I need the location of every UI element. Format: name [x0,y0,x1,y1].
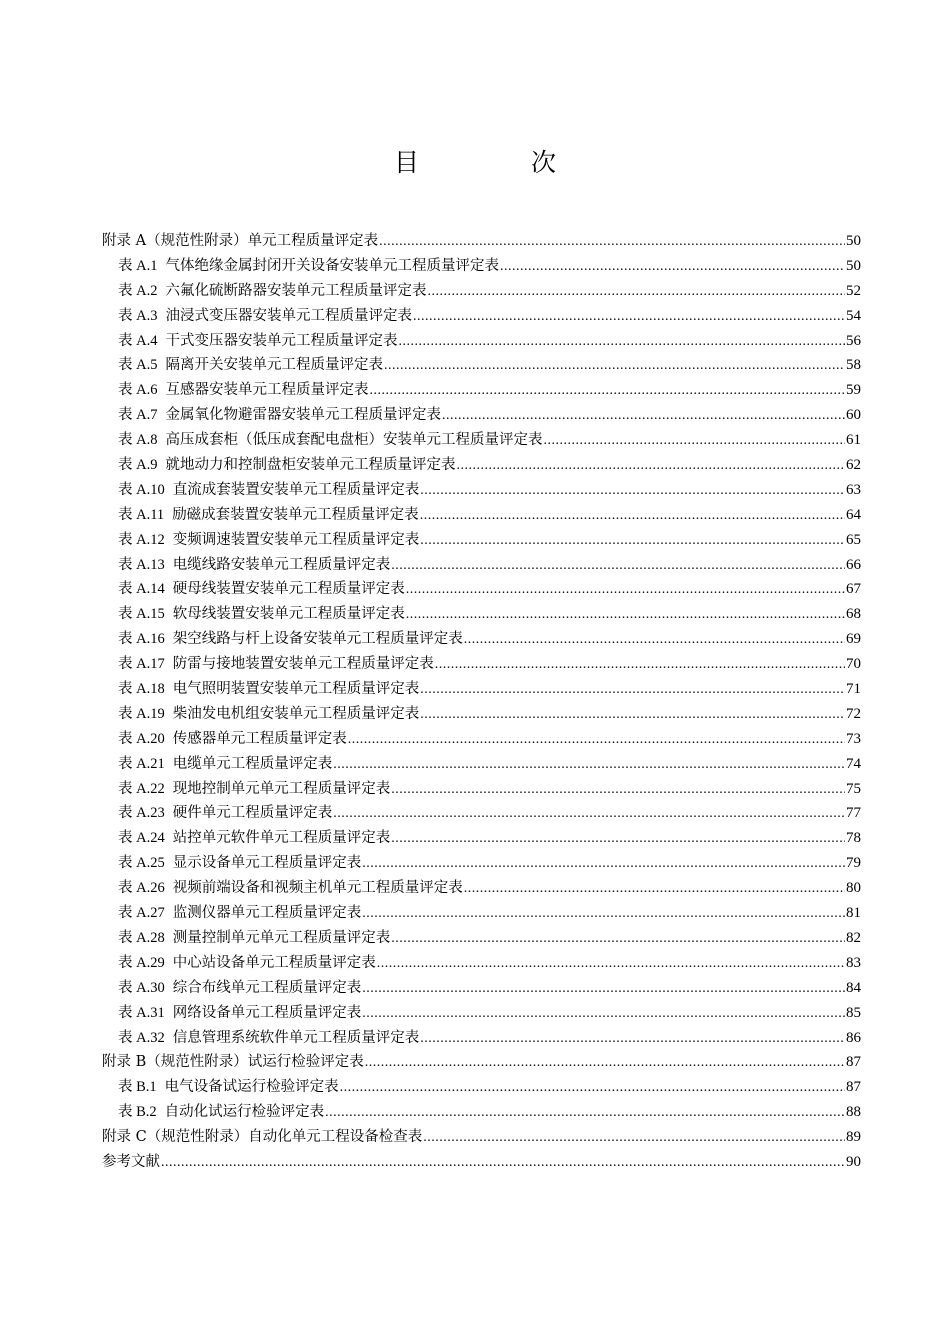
toc-entry-code: 表 A.20 [118,730,165,747]
toc-entry-label [118,677,419,702]
toc-entry-code: 表 A.28 [118,929,165,946]
toc-entry-code: 表 A.14 [118,581,165,598]
toc-entry-label [102,229,378,254]
toc-entry-text: 附录 B（规范性附录）试运行检验评定表 [102,1054,364,1071]
toc-page-number: 87 [846,1054,861,1071]
toc-entry-code: 表 A.5 [118,357,158,374]
toc-entry-code: 表 B.1 [118,1079,157,1096]
toc-entry-appendix[interactable] [102,229,861,254]
toc-page-number: 74 [846,755,861,772]
toc-entry-code: 表 A.4 [118,332,158,349]
toc-dot-leader [362,977,845,1002]
toc-dot-leader [161,1151,845,1176]
toc-entry-table[interactable] [102,1075,861,1100]
toc-dot-leader [427,280,845,305]
toc-entry-text: 显示设备单元工程质量评定表 [172,855,362,872]
toc-entry-table[interactable] [102,876,861,901]
toc-entry-label [118,329,397,354]
toc-entry-label [118,976,361,1001]
toc-page-number: 85 [846,1004,861,1021]
toc-dot-leader [369,379,845,404]
page-title: 目 次 [394,148,608,177]
toc-entry-code: 表 A.16 [118,631,165,648]
toc-entry-label [118,378,368,403]
toc-entry-label [118,826,390,851]
toc-entry-text: 气体绝缘金属封闭开关设备安装单元工程质量评定表 [165,257,499,274]
toc-dot-leader [391,778,845,803]
toc-entry-text: 电气照明装置安装单元工程质量评定表 [172,681,420,698]
toc-page-number: 64 [846,506,861,523]
toc-entry-appendix[interactable] [102,1125,861,1150]
toc-entry-label [118,254,499,279]
toc-entry-table[interactable] [102,1026,861,1051]
toc-dot-leader [377,952,845,977]
toc-entry-label [118,1026,419,1051]
toc-entry-appendix[interactable] [102,1150,861,1175]
toc-entry-table[interactable] [102,577,861,602]
toc-entry-text: 站控单元软件单元工程质量评定表 [172,830,391,847]
toc-entry-label [102,1050,364,1075]
toc-page-number: 87 [846,1079,861,1096]
toc-page-number: 83 [846,954,861,971]
toc-entry-table[interactable] [102,851,861,876]
toc-entry-label [102,1125,422,1150]
toc-dot-leader [391,927,845,952]
toc-entry-label [118,752,332,777]
toc-entry-text: 自动化试运行检验评定表 [164,1104,325,1121]
toc-entry-code: 表 A.27 [118,905,165,922]
toc-entry-table[interactable] [102,976,861,1001]
toc-dot-leader [420,479,845,504]
toc-entry-code: 表 A.6 [118,382,158,399]
toc-page-number: 62 [846,457,861,474]
toc-dot-leader [333,753,845,778]
toc-dot-leader [464,877,845,902]
toc-dot-leader [379,230,845,255]
toc-page-number: 88 [846,1104,861,1121]
toc-page-number: 60 [846,407,861,424]
toc-entry-text: 干式变压器安装单元工程质量评定表 [165,332,398,349]
toc-page-number: 75 [846,780,861,797]
toc-entry-text: 隔离开关安装单元工程质量评定表 [165,357,383,374]
toc-entry-text: 综合布线单元工程质量评定表 [172,979,362,996]
toc-entry-code: 表 A.3 [118,307,158,324]
toc-entry-label [118,951,376,976]
toc-dot-leader [340,1076,845,1101]
toc-entry-text: 电缆线路安装单元工程质量评定表 [172,556,391,573]
toc-entry-code: 表 A.32 [118,1029,165,1046]
toc-entry-text: 监测仪器单元工程质量评定表 [172,905,362,922]
toc-entry-text: 直流成套装置安装单元工程质量评定表 [172,481,420,498]
toc-entry-code: 表 A.17 [118,656,165,673]
toc-entry-text: 网络设备单元工程质量评定表 [172,1004,362,1021]
toc-entry-text: 软母线装置安装单元工程质量评定表 [172,606,405,623]
toc-entry-text: 测量控制单元单元工程质量评定表 [172,929,391,946]
toc-entry-label [118,353,383,378]
toc-entry-code: 表 A.8 [118,432,158,449]
toc-entry-label [118,777,390,802]
toc-entry-table[interactable] [102,553,861,578]
toc-dot-leader [543,429,845,454]
toc-entry-table[interactable] [102,403,861,428]
toc-dot-leader [420,529,845,554]
toc-entry-code: 表 A.23 [118,805,165,822]
toc-entry-code: 表 A.26 [118,880,165,897]
toc-entry-label [118,876,463,901]
toc-entry-table[interactable] [102,702,861,727]
toc-dot-leader [391,554,845,579]
toc-entry-table[interactable] [102,329,861,354]
toc-entry-label [118,727,347,752]
toc-entry-label [118,453,455,478]
toc-entry-table[interactable] [102,503,861,528]
toc-entry-text: 架空线路与杆上设备安装单元工程质量评定表 [172,631,463,648]
toc-page-number: 59 [846,382,861,399]
toc-page-number: 69 [846,631,861,648]
toc-dot-leader [442,404,845,429]
toc-page-number: 65 [846,531,861,548]
toc-page-number: 67 [846,581,861,598]
toc-page-number: 61 [846,432,861,449]
toc-entry-label [118,702,419,727]
toc-entry-label [118,403,441,428]
toc-entry-label [118,279,426,304]
toc-entry-text: 中心站设备单元工程质量评定表 [172,954,376,971]
toc-entry-label [118,627,463,652]
toc-entry-text: 励磁成套装置安装单元工程质量评定表 [172,506,419,523]
toc-entry-text: 现地控制单元单元工程质量评定表 [172,780,391,797]
toc-entry-label [102,1150,160,1175]
toc-page-number: 58 [846,357,861,374]
toc-page-number: 80 [846,880,861,897]
toc-entry-code: 表 A.30 [118,979,165,996]
toc-entry-table[interactable] [102,453,861,478]
toc-entry-text: 六氟化硫断路器安装单元工程质量评定表 [165,282,427,299]
toc-page-number: 90 [846,1153,861,1170]
toc-page-number: 78 [846,830,861,847]
toc-dot-leader [435,653,845,678]
toc-dot-leader [420,703,845,728]
toc-entry-label [118,1001,361,1026]
toc-dot-leader [406,578,845,603]
toc-entry-text: 就地动力和控制盘柜安装单元工程质量评定表 [165,457,456,474]
toc-dot-leader [362,1002,845,1027]
toc-entry-table[interactable] [102,627,861,652]
toc-entry-table[interactable] [102,602,861,627]
toc-entry-table[interactable] [102,652,861,677]
toc-entry-table[interactable] [102,801,861,826]
toc-dot-leader [420,1027,845,1052]
toc-entry-code: 表 A.7 [118,407,158,424]
toc-entry-text: 附录 A（规范性附录）单元工程质量评定表 [102,233,379,249]
toc-dot-leader [362,902,845,927]
toc-entry-text: 视频前端设备和视频主机单元工程质量评定表 [172,880,463,897]
toc-entry-label [118,1100,324,1125]
toc-page-number: 73 [846,730,861,747]
toc-entry-table[interactable] [102,901,861,926]
toc-entry-text: 互感器安装单元工程质量评定表 [165,382,369,399]
toc-dot-leader [333,802,845,827]
toc-page-number: 63 [846,481,861,498]
toc-dot-leader [325,1101,845,1126]
toc-entry-code: 表 A.9 [118,457,158,474]
toc-page-number: 50 [846,233,861,249]
toc-entry-table[interactable] [102,951,861,976]
toc-entry-code: 表 A.25 [118,855,165,872]
toc-dot-leader [348,728,845,753]
toc-page-number: 72 [846,705,861,722]
toc-page-number: 82 [846,929,861,946]
toc-entry-code: 表 A.31 [118,1004,165,1021]
toc-page-number: 71 [846,681,861,698]
toc-entry-table[interactable] [102,279,861,304]
toc-dot-leader [420,504,845,529]
toc-entry-text: 油浸式变压器安装单元工程质量评定表 [165,307,412,324]
toc-page-number: 79 [846,855,861,872]
toc-entry-table[interactable] [102,677,861,702]
toc-page-number: 77 [846,805,861,822]
toc-entry-table[interactable] [102,1001,861,1026]
toc-entry-label [118,851,361,876]
toc-page-number: 89 [846,1129,861,1146]
toc-entry-table[interactable] [102,727,861,752]
toc-entry-table[interactable] [102,378,861,403]
toc-page-number: 68 [846,606,861,623]
toc-entry-text: 高压成套柜（低压成套配电盘柜）安装单元工程质量评定表 [165,432,543,449]
toc-entry-code: 表 A.13 [118,556,165,573]
toc-page-number: 54 [846,307,861,324]
toc-entry-code: 表 A.10 [118,481,165,498]
toc-entry-code: 表 A.29 [118,954,165,971]
toc-entry-code: 表 A.18 [118,681,165,698]
toc-entry-code: 表 A.12 [118,531,165,548]
toc-entry-code: 表 A.21 [118,755,165,772]
toc-dot-leader [391,827,845,852]
toc-entry-text: 硬母线装置安装单元工程质量评定表 [172,581,405,598]
toc-entry-table[interactable] [102,528,861,553]
toc-dot-leader [362,852,845,877]
toc-entry-code: 表 A.19 [118,705,165,722]
toc-dot-leader [464,628,845,653]
toc-page-number: 56 [846,332,861,349]
toc-page-number: 66 [846,556,861,573]
toc-entry-label [118,602,405,627]
toc-dot-leader [420,678,845,703]
toc-entry-label [118,304,412,329]
toc-entry-code: 表 B.2 [118,1104,157,1121]
toc-entry-label [118,926,390,951]
toc-entry-label [118,553,390,578]
toc-dot-leader [398,330,845,355]
toc-entry-code: 表 A.1 [118,257,158,274]
toc-entry-text: 变频调速装置安装单元工程质量评定表 [172,531,420,548]
toc-dot-leader [456,454,845,479]
toc-entry-text: 参考文献 [102,1153,160,1170]
toc-page-number: 86 [846,1029,861,1046]
toc-page-number: 70 [846,656,861,673]
toc-dot-leader [423,1126,845,1151]
toc-entry-code: 表 A.11 [118,506,165,523]
toc-dot-leader [384,354,845,379]
toc-page-number: 84 [846,979,861,996]
toc-entry-label [118,901,361,926]
toc-entry-code: 表 A.2 [118,282,158,299]
toc-entry-label [118,1075,339,1100]
toc-entry-table[interactable] [102,926,861,951]
toc-entry-appendix[interactable] [102,1050,861,1075]
toc-entry-text: 柴油发电机组安装单元工程质量评定表 [172,705,420,722]
toc-entry-label [118,801,332,826]
toc-entry-text: 防雷与接地装置安装单元工程质量评定表 [172,656,434,673]
toc-entry-label [118,577,405,602]
toc-entry-label [118,503,419,528]
toc-dot-leader [500,255,845,280]
toc-entry-text: 附录 C（规范性附录）自动化单元工程设备检查表 [102,1129,423,1146]
toc-dot-leader [365,1051,845,1076]
toc-entry-label [118,428,542,453]
toc-entry-text: 电气设备试运行检验评定表 [164,1079,339,1096]
toc-entry-text: 信息管理系统软件单元工程质量评定表 [172,1029,420,1046]
toc-page-number: 50 [846,257,861,274]
toc-page-number: 52 [846,282,861,299]
toc-entry-text: 传感器单元工程质量评定表 [172,730,347,747]
toc-entry-table[interactable] [102,353,861,378]
toc-entry-code: 表 A.22 [118,780,165,797]
toc-entry-code: 表 A.15 [118,606,165,623]
toc-entry-label [118,478,419,503]
toc-dot-leader [406,603,845,628]
toc-page-number: 81 [846,905,861,922]
toc-entry-text: 电缆单元工程质量评定表 [172,755,333,772]
toc-entry-text: 金属氧化物避雷器安装单元工程质量评定表 [165,407,441,424]
toc-entry-table[interactable] [102,777,861,802]
toc-entry-label [118,528,419,553]
toc-entry-table[interactable] [102,826,861,851]
toc-entry-code: 表 A.24 [118,830,165,847]
toc-entry-table[interactable] [102,752,861,777]
toc-entry-table[interactable] [102,478,861,503]
toc-entry-table[interactable] [102,304,861,329]
toc-entry-label [118,652,434,677]
toc-dot-leader [413,305,845,330]
toc-entry-table[interactable] [102,254,861,279]
toc-entry-table[interactable] [102,1100,861,1125]
table-of-contents [102,229,861,1175]
toc-entry-text: 硬件单元工程质量评定表 [172,805,333,822]
toc-entry-table[interactable] [102,428,861,453]
